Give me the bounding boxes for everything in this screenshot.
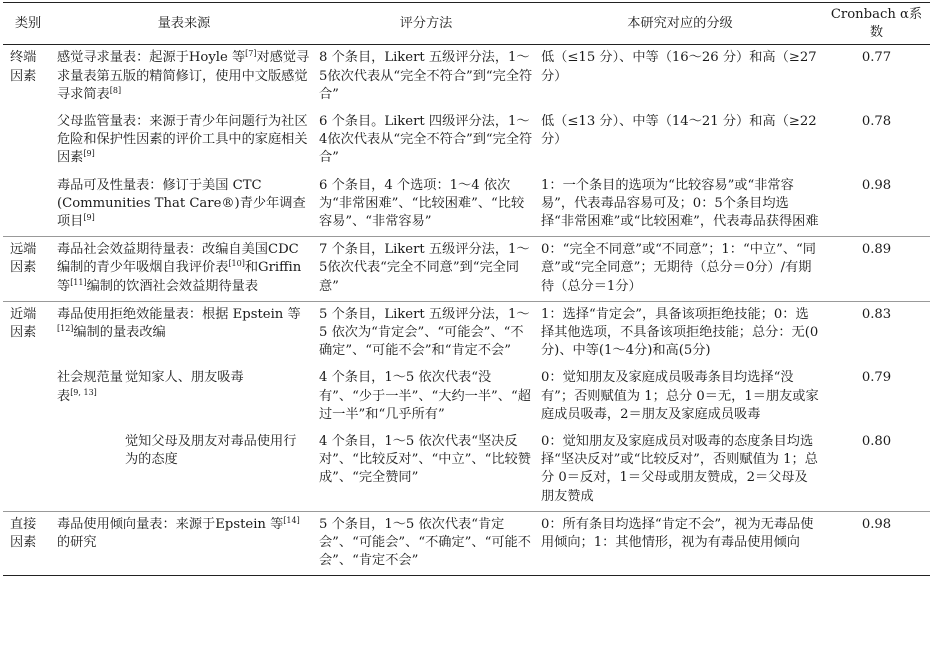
method-cell: 7 个条目，Likert 五级评分法，1～5依次代表“完全不同意”到“完全同意” <box>315 237 537 302</box>
category-cell <box>3 109 53 173</box>
method-cell: 6 个条目，4 个选项：1～4 依次为“非常困难”、“比较困难”、“比较容易”、“非常容易” <box>319 177 525 230</box>
method-cell: 5 个条目，1～5 依次代表“肯定会”、“可能会”、“不确定”、“可能不会”、“肯定不会” <box>315 511 537 576</box>
source-cell: 毒品可及性量表：修订于美国 CTC (Communities That Care®)青少年调查项目[9] <box>57 177 306 230</box>
alpha-cell: 0.79 <box>861 370 892 386</box>
category-cell <box>3 365 53 429</box>
grading-cell: 0：“完全不同意”或“不同意”；1：“中立”、“同意”或“完全同意”；无期待（总分＝0分）/有期待（总分＝1分） <box>537 237 823 302</box>
table-row <box>3 45 930 109</box>
method-cell: 4 个条目，1～5 依次代表“坚决反对”、“比较反对”、“中立”、“比较赞成”、“完全赞同” <box>319 434 531 486</box>
table-row <box>3 365 930 429</box>
table-header-row <box>3 3 930 45</box>
source-cell: 毒品使用倾向量表：来源于Epstein 等[14]的研究 <box>53 511 315 576</box>
grading-cell: 1：选择“肯定会”，具备该项拒绝技能；0：选择其他选项，不具备该项拒绝技能；总分：无(0 分)、中等(1～4分)和高(5分) <box>537 301 823 365</box>
source-cell: 父母监管量表：来源于青少年问题行为社区危险和保护性因素的评价工具中的家庭相关因素[9] <box>57 114 308 166</box>
alpha-cell: 0.98 <box>861 177 892 193</box>
source-cell: 毒品使用拒绝效能量表：根据 Epstein 等[12]编制的量表改编 <box>53 301 315 365</box>
alpha-cell: 0.98 <box>823 511 930 576</box>
social-norm-item: 觉知家人、朋友吸毒 <box>125 370 244 386</box>
source-cell <box>53 429 315 511</box>
grading-cell: 0：觉知朋友及家庭成员对吸毒的态度条目均选择“坚决反对”或“比较反对”，否则赋值为 1；总分 0＝反对，1＝父母或朋友赞成，2＝父母及朋友赞成 <box>541 434 818 504</box>
grading-cell: 低（≤15 分）、中等（16～26 分）和高（≥27分） <box>541 50 817 84</box>
source-cell: 毒品社会效益期待量表：改编自美国CDC编制的青少年吸烟自我评价表[10]和Griffin 等[11]编制的饮酒社会效益期待量表 <box>53 237 315 302</box>
table-row <box>3 301 930 365</box>
category-cell <box>3 429 53 511</box>
table-row <box>3 173 930 237</box>
social-norm-item: 觉知父母及朋友对毒品使用行为的态度 <box>125 434 297 468</box>
grading-cell: 1：一个条目的选项为“比较容易”或“非常容易”，代表毒品容易可及；0：5个条目均选择“非常困难”或“比较困难”，代表毒品获得困难 <box>541 177 819 230</box>
method-cell: 6 个条目。Likert 四级评分法，1～4依次代表从“完全不符合”到“完全符合” <box>319 114 533 166</box>
header-method: 评分方法 <box>315 3 537 45</box>
social-norm-label: 社会规范量表[9, 13] <box>57 370 123 404</box>
header-alpha: Cronbach α系数 <box>823 3 930 45</box>
source-cell: 感觉寻求量表：起源于Hoyle 等[7]对感觉寻求量表第五版的精简修订，使用中文版感觉寻求简表[8] <box>57 49 310 102</box>
category-cell <box>3 173 53 237</box>
source-cell <box>53 365 315 429</box>
table-row <box>3 429 930 511</box>
grading-cell: 0：所有条目均选择“肯定不会”，视为无毒品使用倾向；1：其他情形，视为有毒品使用倾向 <box>537 511 823 576</box>
scale-table <box>3 2 930 576</box>
header-grading: 本研究对应的分级 <box>537 3 823 45</box>
category-cell: 直接因素 <box>3 511 53 576</box>
grading-cell: 0：觉知朋友及家庭成员吸毒条目均选择“没有”；否则赋值为 1；总分 0＝无，1＝朋友或家庭成员吸毒，2＝朋友及家庭成员吸毒 <box>541 370 819 422</box>
table-row <box>3 109 930 173</box>
category-cell: 远端因素 <box>3 237 53 302</box>
category-cell: 终端因素 <box>10 50 37 84</box>
alpha-cell: 0.77 <box>861 50 892 66</box>
method-cell: 5 个条目，Likert 五级评分法，1～5 依次为“肯定会”、“可能会”、“不确定”、“可能不会”和“肯定不会” <box>315 301 537 365</box>
alpha-cell: 0.80 <box>861 434 892 450</box>
method-cell: 4 个条目，1～5 依次代表“没有”、“少于一半”、“大约一半”、“超过一半”和“几乎所有” <box>319 370 531 422</box>
header-source: 量表来源 <box>53 3 315 45</box>
alpha-cell: 0.83 <box>823 301 930 365</box>
table-row <box>3 511 930 576</box>
table-row <box>3 237 930 302</box>
header-category: 类别 <box>3 3 53 45</box>
category-cell: 近端因素 <box>3 301 53 365</box>
alpha-cell: 0.89 <box>823 237 930 302</box>
method-cell: 8 个条目，Likert 五级评分法，1～5依次代表从“完全不符合”到“完全符合” <box>319 50 533 102</box>
alpha-cell: 0.78 <box>861 114 892 130</box>
grading-cell: 低（≤13 分）、中等（14～21 分）和高（≥22分） <box>541 114 817 148</box>
